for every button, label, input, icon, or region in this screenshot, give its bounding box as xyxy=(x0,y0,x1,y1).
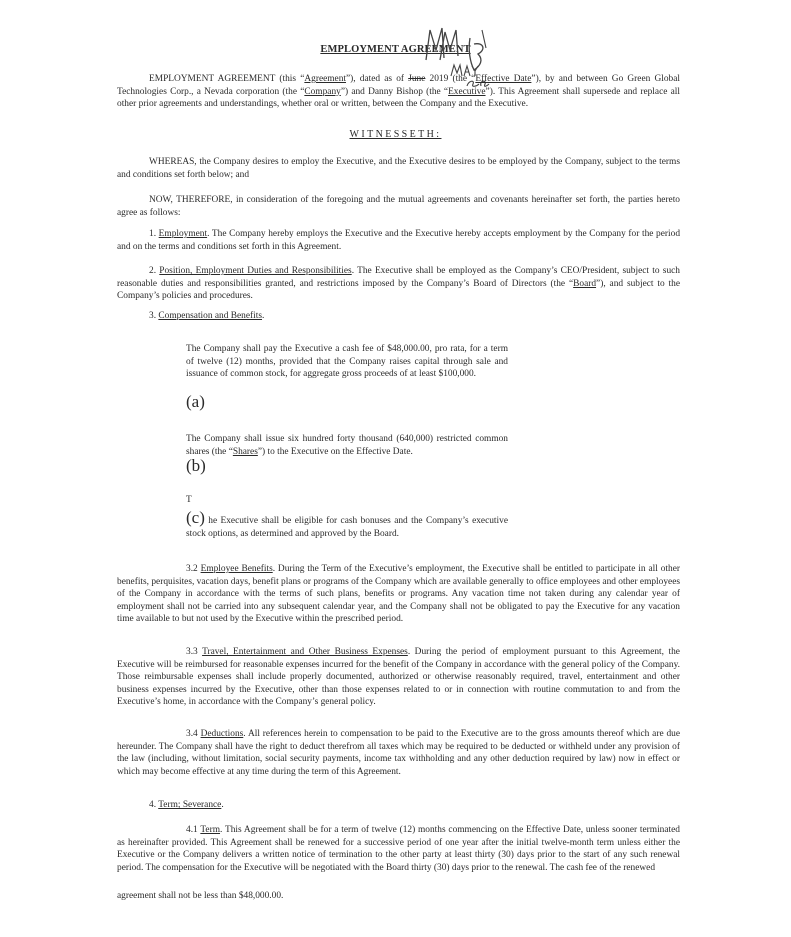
defined-term-shares: Shares xyxy=(232,446,258,457)
intro-paragraph: EMPLOYMENT AGREEMENT (this “Agreement”), dated as of June 2019 (the “Effective Date”), by and between Go Green Global Technologies Corp., a Nevada corporation (the “Company”) and Danny Bishop (the “Executive”). This Agreement shall supersede and replace all other prior agreements and understandings, whether oral or written, between the Company and the Executive. xyxy=(117,74,680,110)
clause-3a-text: The Company shall pay the Executive a cash fee of $48,000.00, pro rata, for a term of twelve (12) months, provided that the Company raises capital through sale and issuance of common stock, for aggregate gross proceeds of at least $100,000. xyxy=(186,344,508,380)
section-3-4-deductions: 3.4 Deductions. All references herein to compensation to be paid to the Executive are to the gross amounts thereof which are due hereunder. The Company shall have the right to deduct therefrom all taxes which may be required to be deducted or withheld under any provision of the law (including, without limitation, social security payments, income tax withholding and any other deduction required by law) now in effect or which may become effective at any time during the term of this Agreement. xyxy=(117,729,681,777)
clause-3c: (c) he Executive shall be eligible for cash bonuses and the Company’s executive stock options, as determined and approved by the Board. xyxy=(186,508,508,539)
now-therefore-paragraph: NOW, THEREFORE, in consideration of the foregoing and the mutual agreements and covenants hereinafter set forth, the parties hereto agree as follows: xyxy=(117,195,680,218)
struck-month: June xyxy=(408,74,426,84)
defined-term-executive: Executive xyxy=(448,86,486,97)
continuation-line: agreement shall not be less than $48,000.00. xyxy=(117,891,284,901)
section-heading: Employment xyxy=(158,229,208,239)
section-1-employment: 1. Employment. The Company hereby employs the Executive and the Executive hereby accepts employment by the Company for the period and on the terms and conditions set forth in this Agreement. xyxy=(117,229,681,252)
section-3-2-benefits: 3.2 Employee Benefits. During the Term of the Executive’s employment, the Executive shall be entitled to participate in all other benefits, perquisites, vacation days, benefit plans or programs of the Company which are available generally to office employees and other employees of the Company in accordance with the terms of such plans, benefits or programs. Any vacation time not taken during any calendar year of employment shall not be carried into any subsequent calendar year, and the Company shall not be obligated to pay the Executive for any vacation time available to but not used by the Executive within the prescribed period. xyxy=(117,564,680,625)
whereas-paragraph: WHEREAS, the Company desires to employ the Executive, and the Executive desires to be employed by the Company, subject to the terms and conditions set forth below; and xyxy=(117,157,680,180)
witnesseth-heading: WITNESSETH: xyxy=(349,129,442,140)
clause-3a-label: (a) xyxy=(186,392,205,411)
section-3-heading: 3. Compensation and Benefits. xyxy=(149,311,265,321)
section-heading: Term xyxy=(200,825,221,835)
section-4-1-term: 4.1 Term. This Agreement shall be for a term of twelve (12) months commencing on the Effective Date, unless sooner terminated as hereinafter provided. This Agreement shall be renewed for a successive period of one year after the initial twelve-month term unless either the Executive or the Company delivers a written notice of termination to the other party at least thirty (30) days prior to the start of any such renewal period. The compensation for the Executive will be negotiated with the Board thirty (30) days prior to the renewal. The cash fee of the renewed xyxy=(117,825,680,873)
defined-term-company: Company xyxy=(304,86,341,97)
section-4-heading: 4. Term; Severance. xyxy=(149,800,224,810)
section-heading: Deductions xyxy=(200,729,244,739)
section-heading: Position, Employment Duties and Responsibilities xyxy=(159,266,352,276)
section-heading: Travel, Entertainment and Other Business Expenses xyxy=(202,647,408,657)
defined-term-board: Board xyxy=(573,278,597,289)
defined-term-effective-date: Effective Date xyxy=(475,74,532,84)
clause-3b-label: (b) xyxy=(186,456,206,475)
section-2-position: 2. Position, Employment Duties and Responsibilities. The Executive shall be employed as the Company’s CEO/President, subject to such reasonable duties and responsibilities granted, and restrictions imposed by the Company’s Board of Directors (the “Board”), and subject to the Company’s policies and procedures. xyxy=(117,266,680,302)
section-heading: Employee Benefits xyxy=(200,564,273,574)
section-3-3-expenses: 3.3 Travel, Entertainment and Other Business Expenses. During the period of employment pursuant to this Agreement, the Executive will be reimbursed for reasonable expenses incurred for the benefit of the Company in accordance with the general policy of the Company. Those reimbursable expenses shall include properly documented, authorized or otherwise reasonably required, travel, entertainment and other business expenses incurred by the Executive, other than those expenses related to or in connection with routine commutation to and from the Executive’s home, in accordance with the Company’s general policy. xyxy=(117,647,680,708)
defined-term-agreement: Agreement xyxy=(304,74,347,84)
document-title: EMPLOYMENT AGREEMENT xyxy=(320,44,471,55)
clause-3c-label: (c) xyxy=(186,508,205,527)
stray-letter: T xyxy=(186,495,192,505)
clause-3b-text: The Company shall issue six hundred forty thousand (640,000) restricted common shares (the “Shares”) to the Executive on the Effective Date. xyxy=(186,434,508,457)
